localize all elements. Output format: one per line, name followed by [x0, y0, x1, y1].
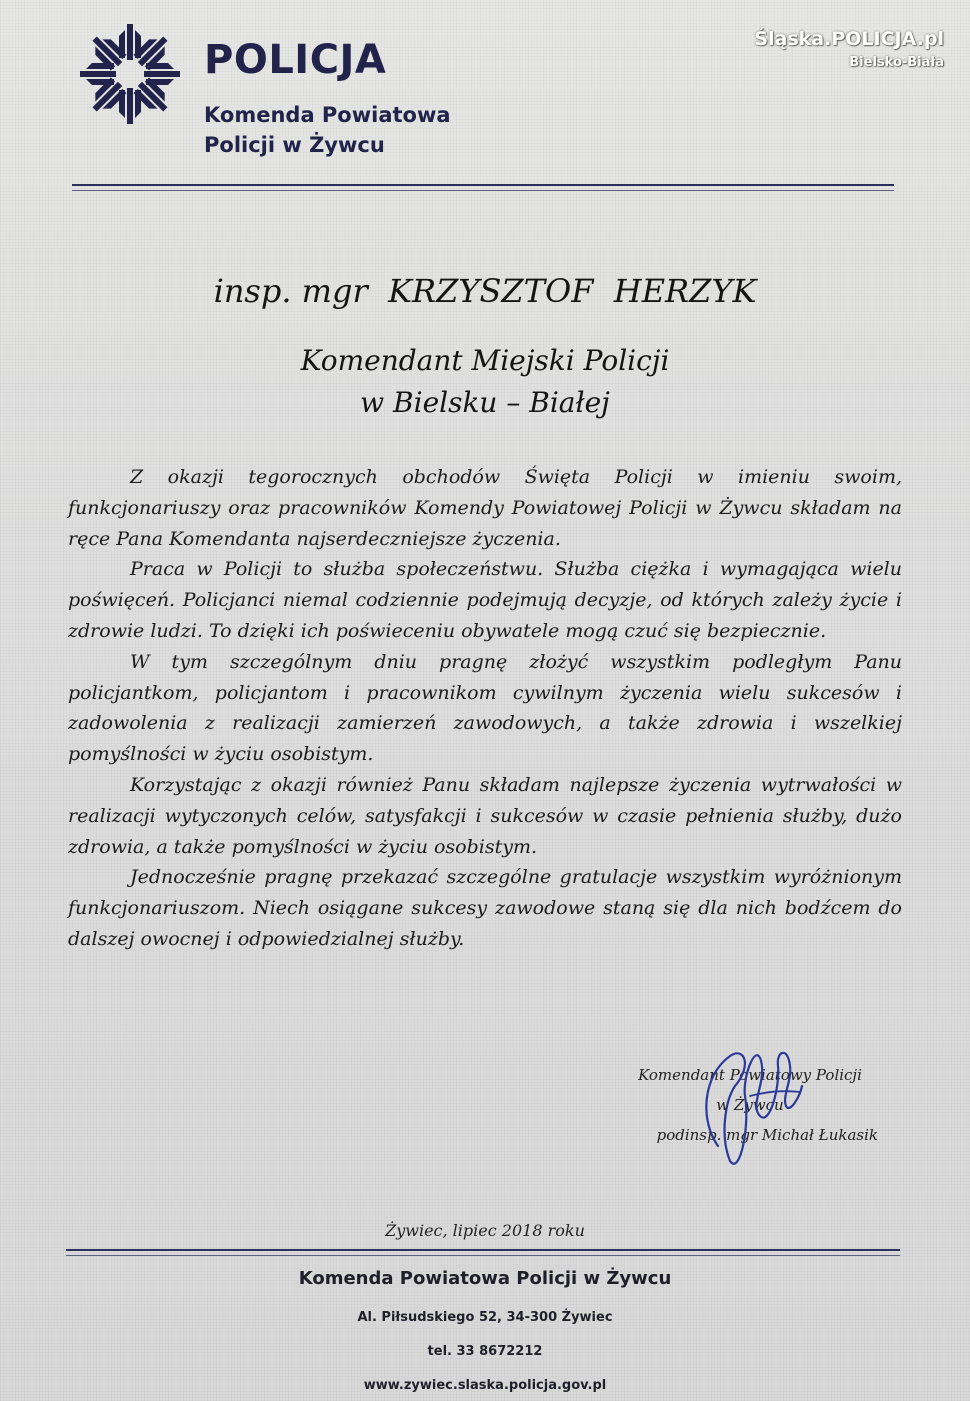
brand-title: POLICJA [204, 37, 387, 83]
footer-divider-thin [66, 1255, 900, 1256]
body-paragraph-2: Praca w Policji to służba społeczeństwu. Służba ciężka i wymagająca wielu poświęceń. Policjanci niemal codziennie podejmują decyzje, od których zależy życie i zdrowie ludzi. To dzięki ich poświeceniu obywatele mogą czuć się bezpiecznie. [68, 558, 902, 642]
recipient-name: insp. mgr KRZYSZTOF HERZYK [213, 272, 757, 310]
brand-subtitle [204, 100, 451, 160]
watermark-city: Bielsko-Biała [849, 55, 944, 70]
brand-subtitle-line1: Komenda Powiatowa [204, 103, 451, 127]
watermark [754, 28, 944, 70]
recipient-title-line1: Komendant Miejski Policji [300, 344, 670, 377]
signature-line2: w Żywcu [716, 1096, 784, 1114]
signature-line3: podinsp. mgr Michał Łukasik [656, 1126, 878, 1144]
signature-line1: Komendant Powiatowy Policji [638, 1066, 862, 1084]
letter-body [68, 462, 902, 955]
handwritten-signature-icon [690, 1026, 810, 1176]
footer-organization: Komenda Powiatowa Policji w Żywcu [298, 1268, 672, 1289]
footer-address: Al. Piłsudskiego 52, 34-300 Żywiec [357, 1310, 613, 1325]
body-paragraph-4: Korzystając z okazji również Panu składam najlepsze życzenia wytrwałości w realizacji wytyczonych celów, satysfakcji i sukcesów w czasie pełnienia służby, dużo zdrowia, a także pomyślności w życiu osobistym. [68, 773, 902, 858]
footer-phone: tel. 33 8672212 [427, 1344, 543, 1359]
footer-website: www.zywiec.slaska.policja.gov.pl [363, 1378, 607, 1393]
header-divider-thin [72, 190, 894, 191]
watermark-site: Śląska.POLICJA.pl [754, 28, 944, 50]
place-date: Żywiec, lipiec 2018 roku [385, 1221, 585, 1240]
police-star-logo-icon [76, 20, 184, 128]
recipient-title-line2: w Bielsku – Białej [360, 386, 610, 419]
body-paragraph-3: W tym szczególnym dniu pragnę złożyć wszystkim podległym Panu policjantkom, policjantom i pracownikom cywilnym życzenia wielu sukcesów i zadowolenia z realizacji zamierzeń zawodowych, a także zdrowia i wszelkiej pomyślności w życiu osobistym. [68, 650, 902, 766]
body-paragraph-1: Z okazji tegorocznych obchodów Święta Policji w imieniu swoim, funkcjonariuszy oraz pracowników Komendy Powiatowej Policji w Żywcu składam na ręce Pana Komendanta najserdeczniejsze życzenia. [68, 466, 902, 550]
recipient-title [0, 340, 970, 424]
footer-divider [66, 1249, 900, 1251]
body-paragraph-5: Jednocześnie pragnę przekazać szczególne gratulacje wszystkim wyróżnionym funkcjonariuszom. Niech osiągane sukcesy zawodowe staną się dla nich bodźcem do dalszej owocnej i odpowiedzialnej służby. [68, 866, 902, 950]
brand-subtitle-line2: Policji w Żywcu [204, 133, 385, 157]
header-divider [72, 184, 894, 186]
